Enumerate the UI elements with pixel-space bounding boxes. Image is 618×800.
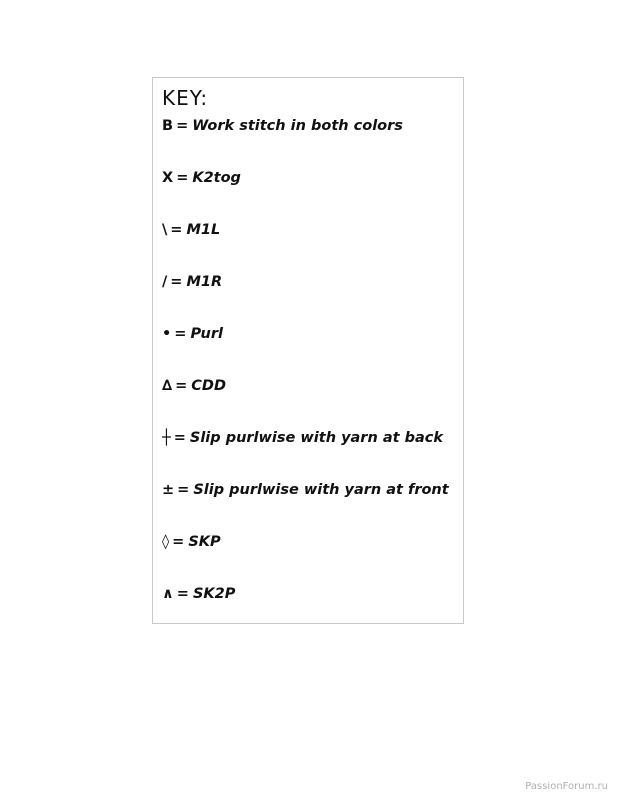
equals-sign: =: [176, 170, 189, 186]
key-description: SK2P: [192, 586, 236, 602]
triangle-symbol: ∆: [162, 378, 173, 394]
cross-underline-symbol: ±: [162, 482, 175, 498]
bullet-dot-symbol: •: [162, 326, 172, 342]
key-description: M1L: [186, 222, 221, 238]
key-item-slip-front: [162, 480, 449, 500]
key-description: K2tog: [192, 170, 241, 186]
equals-sign: =: [172, 534, 185, 550]
key-title: KEY:: [162, 86, 209, 110]
caret-arrow-symbol: ∧: [162, 586, 174, 602]
key-description: CDD: [191, 378, 226, 394]
key-description: M1R: [186, 274, 223, 290]
key-item-m1r: [162, 272, 222, 292]
key-item-cdd: [162, 376, 226, 396]
key-item-k2tog: [162, 168, 241, 188]
equals-sign: =: [176, 118, 189, 134]
key-item-m1l: [162, 220, 220, 240]
stitch-key-panel: [152, 77, 464, 624]
letter-b-symbol: B: [162, 118, 174, 134]
key-item-purl: [162, 324, 223, 344]
equals-sign: =: [174, 326, 187, 342]
equals-sign: =: [177, 482, 190, 498]
key-item-sk2p: [162, 584, 235, 604]
cross-tall-symbol: ┼: [162, 430, 171, 446]
key-item-skp: [162, 532, 221, 552]
equals-sign: =: [173, 430, 186, 446]
equals-sign: =: [175, 378, 188, 394]
equals-sign: =: [170, 222, 183, 238]
backslash-symbol: \: [162, 222, 168, 238]
forward-slash-symbol: /: [162, 274, 168, 290]
equals-sign: =: [176, 586, 189, 602]
key-description: Purl: [190, 326, 223, 342]
lozenge-symbol: ◊: [162, 534, 170, 550]
key-item-slip-back: [162, 428, 443, 448]
letter-x-symbol: X: [162, 170, 174, 186]
key-description: Slip purlwise with yarn at back: [189, 430, 443, 446]
watermark: PassionForum.ru: [525, 781, 608, 792]
key-description: Slip purlwise with yarn at front: [193, 482, 449, 498]
key-item-both-colors: [162, 116, 403, 136]
equals-sign: =: [170, 274, 183, 290]
key-description: SKP: [188, 534, 221, 550]
key-description: Work stitch in both colors: [192, 118, 403, 134]
